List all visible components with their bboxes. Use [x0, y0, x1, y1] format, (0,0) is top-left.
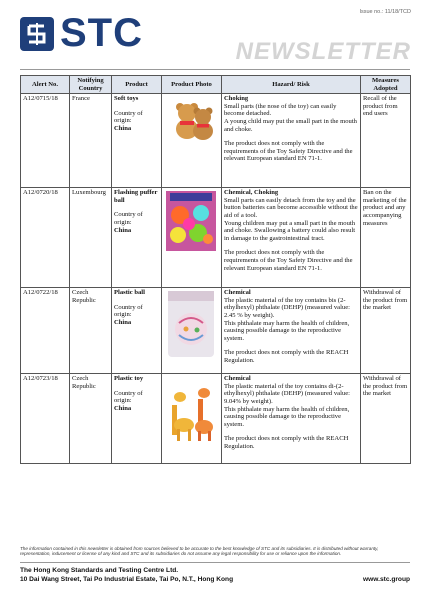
compliance-text: The product does not comply with the REACH Regulation. [224, 349, 349, 364]
footer-company: The Hong Kong Standards and Testing Centre Ltd. [20, 567, 179, 574]
hazard-cell [222, 374, 361, 464]
origin-label: Country of origin: [114, 211, 143, 226]
header-divider [20, 69, 410, 70]
alerts-table [20, 75, 411, 464]
giraffe-toys-image [164, 375, 218, 445]
product-cell [112, 288, 162, 374]
col-hazard-risk: Hazard/ Risk [222, 76, 361, 94]
measures-adopted: Ban on the marketing of the product and any accompanying measures [361, 188, 411, 288]
col-notifying-country: Notifying Country [70, 76, 112, 94]
product-cell [112, 94, 162, 188]
brand-name: STC [60, 11, 143, 55]
puffer-balls-image [164, 189, 218, 255]
measures-adopted: Recall of the product from end users [361, 94, 411, 188]
product-photo [162, 94, 222, 188]
product-name: Plastic toy [114, 375, 144, 383]
table-row [21, 188, 411, 288]
stc-logo-icon [20, 17, 54, 51]
alert-no: A12/0720/18 [21, 188, 70, 288]
compliance-text: The product does not comply with the requirements of the Toy Safety Directive and the relevant European standard EN 71-1. [224, 249, 353, 272]
product-photo [162, 288, 222, 374]
hazard-cell [222, 288, 361, 374]
compliance-text: The product does not comply with the requirements of the Toy Safety Directive and the relevant European standard EN 71-1. [224, 140, 353, 163]
origin-label: Country of origin: [114, 389, 143, 405]
col-product: Product [112, 76, 162, 94]
origin-label: Country of origin: [114, 109, 143, 125]
plastic-ball-image [164, 289, 218, 361]
newsletter-title: NEWSLETTER [235, 38, 411, 65]
measures-adopted: Withdrawal of the product from the market [361, 374, 411, 464]
hazard-title: Chemical [224, 375, 251, 383]
notifying-country: Czech Republic [70, 288, 112, 374]
measures-adopted: Withdrawal of the product from the market [361, 288, 411, 374]
col-measures-adopted: Measures Adopted [361, 76, 411, 94]
product-name: Soft toys [114, 95, 139, 103]
issue-number: Issue no.: 11/18/TCD [359, 9, 411, 15]
notifying-country: Czech Republic [70, 374, 112, 464]
hazard-text: Small parts can easily detach from the toy and the button batteries can become accessible without the aid of a tool. [224, 196, 358, 219]
origin-country: China [114, 226, 132, 234]
table-row [21, 288, 411, 374]
alert-no: A12/0723/18 [21, 374, 70, 464]
notifying-country: France [70, 94, 112, 188]
hazard-cell [222, 94, 361, 188]
footer-address: 10 Dai Wang Street, Tai Po Industrial Estate, Tai Po, N.T., Hong Kong [20, 576, 234, 583]
page-header [0, 0, 425, 70]
footer-divider [20, 562, 410, 563]
hazard-title: Chemical [224, 289, 251, 297]
alert-no: A12/0715/18 [21, 94, 70, 188]
hazard-text-2: Young children may put a small part in the mouth and choke. Swallowing a battery could also result in damage to the gastrointestinal tract. [224, 219, 356, 242]
table-row [21, 374, 411, 464]
origin-country: China [114, 124, 132, 132]
footer-disclaimer: The information contained in this newsletter is obtained from sources believed to be accurate to the best knowledge of STC and its subsidiaries. It is distributed without warranty, representation, inducement or license of any kind and STC and its subsidiaries do not assume any legal responsibility for use or reliance upon the information. [20, 546, 379, 557]
product-name: Flashing puffer ball [114, 189, 158, 204]
hazard-text: The plastic material of the toy contains bis (2-ethylhexyl) phthalate (DEHP) (measured value: 2.45 % by weight). [224, 296, 350, 319]
table-header-row [21, 76, 411, 94]
hazard-text: The plastic material of the toy contains di-(2-ethylhexyl) phthalate (DEHP) (measured value: 9.04% by weight). [224, 382, 350, 405]
notifying-country: Luxembourg [70, 188, 112, 288]
hazard-text-2: This phthalate may harm the health of children, causing possible damage to the reproductive system. [224, 405, 350, 428]
origin-country: China [114, 404, 132, 412]
hazard-title: Chemical, Choking [224, 189, 279, 197]
product-cell [112, 374, 162, 464]
teddy-bears-image [164, 95, 218, 141]
origin-country: China [114, 318, 132, 326]
compliance-text: The product does not comply with the REACH Regulation. [224, 435, 349, 450]
product-photo [162, 374, 222, 464]
table-row [21, 94, 411, 188]
product-cell [112, 188, 162, 288]
hazard-title: Choking [224, 95, 249, 103]
hazard-text-2: A young child may put the small part in the mouth and choke. [224, 117, 357, 133]
product-name: Plastic ball [114, 289, 145, 297]
hazard-cell [222, 188, 361, 288]
hazard-text: Small parts (the nose of the toy) can easily become detached. [224, 102, 337, 118]
hazard-text-2: This phthalate may harm the health of children, causing possible damage to the reproductive system. [224, 319, 350, 342]
col-alert-no: Alert No. [21, 76, 70, 94]
alert-no: A12/0722/18 [21, 288, 70, 374]
col-product-photo: Product Photo [162, 76, 222, 94]
footer-website[interactable]: www.stc.group [362, 576, 410, 583]
product-photo [162, 188, 222, 288]
origin-label: Country of origin: [114, 303, 143, 319]
